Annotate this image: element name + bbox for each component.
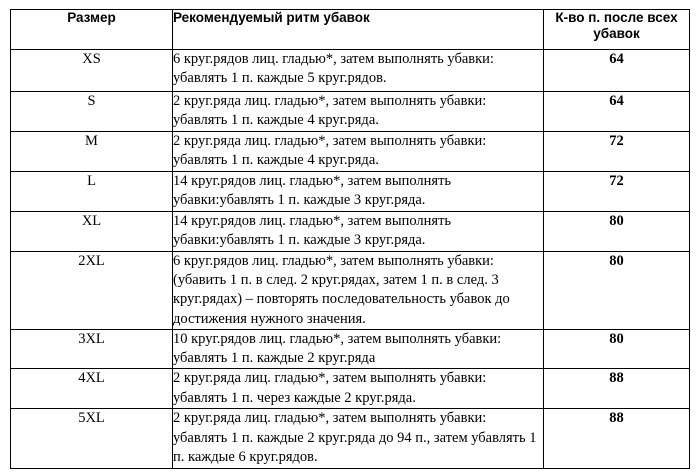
- header-count: К-во п. после всех убавок: [544, 10, 690, 50]
- size-cell: L: [11, 172, 173, 212]
- rhythm-cell: 14 круг.рядов лиц. гладью*, затем выполнять убавки:убавлять 1 п. каждые 3 круг.ряда.: [173, 172, 544, 212]
- size-cell: XL: [11, 212, 173, 252]
- rhythm-cell: 2 круг.ряда лиц. гладью*, затем выполнять убавки: убавлять 1 п. каждые 2 круг.ряда до 94 п., затем убавлять 1 п. каждые 6 круг.рядов.: [173, 409, 544, 469]
- table-row: [11, 172, 690, 212]
- count-cell: 72: [544, 132, 690, 172]
- rhythm-cell: 2 круг.ряда лиц. гладью*, затем выполнять убавки: убавлять 1 п. через каждые 2 круг.ряда.: [173, 369, 544, 409]
- rhythm-cell: 2 круг.ряда лиц. гладью*, затем выполнять убавки: убавлять 1 п. каждые 4 круг.ряда.: [173, 132, 544, 172]
- decreases-table: [10, 9, 690, 469]
- table-row: [11, 212, 690, 252]
- table-row: [11, 409, 690, 469]
- table-row: [11, 369, 690, 409]
- count-cell: 64: [544, 50, 690, 92]
- table-row: [11, 330, 690, 369]
- count-cell: 80: [544, 252, 690, 330]
- rhythm-cell: 2 круг.ряда лиц. гладью*, затем выполнять убавки: убавлять 1 п. каждые 4 круг.ряда.: [173, 92, 544, 132]
- count-cell: 64: [544, 92, 690, 132]
- size-cell: 3XL: [11, 330, 173, 369]
- count-cell: 88: [544, 369, 690, 409]
- header-rhythm: Рекомендуемый ритм убавок: [173, 10, 544, 50]
- table-row: [11, 132, 690, 172]
- table-header-row: [11, 10, 690, 50]
- table-row: [11, 92, 690, 132]
- count-cell: 88: [544, 409, 690, 469]
- header-size: Размер: [11, 10, 173, 50]
- count-cell: 72: [544, 172, 690, 212]
- rhythm-cell: 14 круг.рядов лиц. гладью*, затем выполнять убавки:убавлять 1 п. каждые 3 круг.ряда.: [173, 212, 544, 252]
- table-row: [11, 50, 690, 92]
- rhythm-cell: 6 круг.рядов лиц. гладью*, затем выполнять убавки: убавлять 1 п. каждые 5 круг.рядов.: [173, 50, 544, 92]
- count-cell: 80: [544, 330, 690, 369]
- rhythm-cell: 6 круг.рядов лиц. гладью*, затем выполнять убавки: (убавить 1 п. в след. 2 круг.рядах, затем 1 п. в след. 3 круг.рядах) – повторять последовательность убавок до достижения нужного значения.: [173, 252, 544, 330]
- size-cell: M: [11, 132, 173, 172]
- table-row: [11, 252, 690, 330]
- rhythm-cell: 10 круг.рядов лиц. гладью*, затем выполнять убавки: убавлять 1 п. каждые 2 круг.ряда: [173, 330, 544, 369]
- size-cell: S: [11, 92, 173, 132]
- count-cell: 80: [544, 212, 690, 252]
- size-cell: 2XL: [11, 252, 173, 330]
- size-cell: 4XL: [11, 369, 173, 409]
- size-cell: XS: [11, 50, 173, 92]
- size-cell: 5XL: [11, 409, 173, 469]
